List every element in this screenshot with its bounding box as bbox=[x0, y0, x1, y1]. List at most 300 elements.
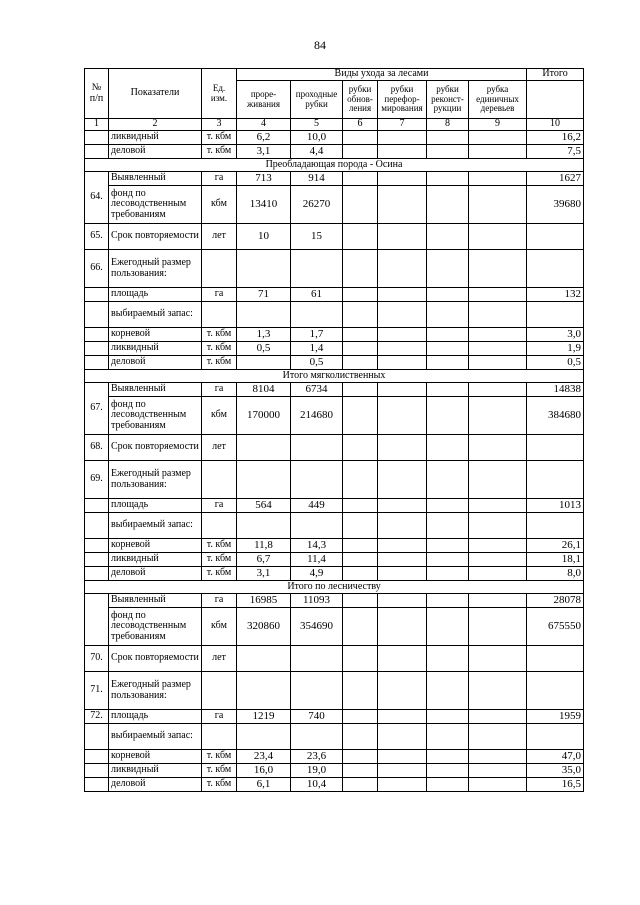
value-passage: 449 bbox=[291, 499, 343, 513]
value-total: 675550 bbox=[527, 608, 584, 646]
header-type-reformation: рубки перефор-мирования bbox=[378, 81, 427, 119]
value-reconstruction bbox=[427, 461, 469, 499]
row-label: Выявленный bbox=[109, 383, 202, 397]
value-renewal bbox=[343, 539, 378, 553]
value-reconstruction bbox=[427, 750, 469, 764]
value-reformation bbox=[378, 288, 427, 302]
row-label: Выявленный bbox=[109, 594, 202, 608]
value-passage: 354690 bbox=[291, 608, 343, 646]
table-row bbox=[85, 567, 584, 581]
value-single-trees bbox=[469, 250, 527, 288]
row-number: 64. bbox=[85, 172, 109, 224]
value-total: 1013 bbox=[527, 499, 584, 513]
value-reformation bbox=[378, 764, 427, 778]
row-label: ликвидный bbox=[109, 764, 202, 778]
row-unit bbox=[202, 302, 237, 328]
row-number bbox=[85, 567, 109, 581]
table-row bbox=[85, 383, 584, 397]
value-renewal bbox=[343, 750, 378, 764]
value-passage: 740 bbox=[291, 710, 343, 724]
value-passage: 10,0 bbox=[291, 131, 343, 145]
value-reformation bbox=[378, 145, 427, 159]
value-thinning: 1219 bbox=[237, 710, 291, 724]
value-reconstruction bbox=[427, 672, 469, 710]
value-reformation bbox=[378, 567, 427, 581]
header-indicators: Показатели bbox=[109, 69, 202, 119]
value-total bbox=[527, 435, 584, 461]
value-renewal bbox=[343, 328, 378, 342]
section-title: Преобладающая порода - Осина bbox=[85, 159, 584, 172]
column-number: 9 bbox=[469, 119, 527, 131]
value-renewal bbox=[343, 594, 378, 608]
value-reconstruction bbox=[427, 594, 469, 608]
value-renewal bbox=[343, 778, 378, 792]
row-number bbox=[85, 539, 109, 553]
value-single-trees bbox=[469, 288, 527, 302]
value-reconstruction bbox=[427, 724, 469, 750]
value-reconstruction bbox=[427, 710, 469, 724]
value-renewal bbox=[343, 724, 378, 750]
value-thinning bbox=[237, 250, 291, 288]
header-group-title: Виды ухода за лесами bbox=[237, 69, 527, 81]
value-passage: 1,4 bbox=[291, 342, 343, 356]
value-total bbox=[527, 302, 584, 328]
row-label: деловой bbox=[109, 567, 202, 581]
table-row bbox=[85, 435, 584, 461]
row-number bbox=[85, 513, 109, 539]
value-passage bbox=[291, 724, 343, 750]
row-label: площадь bbox=[109, 288, 202, 302]
value-passage bbox=[291, 513, 343, 539]
row-label: Срок повторяемости bbox=[109, 224, 202, 250]
value-single-trees bbox=[469, 513, 527, 539]
value-total bbox=[527, 646, 584, 672]
row-number: 70. bbox=[85, 646, 109, 672]
row-label: Ежегодный размер пользования: bbox=[109, 461, 202, 499]
value-thinning bbox=[237, 646, 291, 672]
row-label: корневой bbox=[109, 539, 202, 553]
value-reformation bbox=[378, 302, 427, 328]
value-reformation bbox=[378, 672, 427, 710]
value-renewal bbox=[343, 224, 378, 250]
row-unit: га bbox=[202, 288, 237, 302]
value-single-trees bbox=[469, 186, 527, 224]
value-total: 16,2 bbox=[527, 131, 584, 145]
row-unit: т. кбм bbox=[202, 553, 237, 567]
value-single-trees bbox=[469, 553, 527, 567]
row-unit: т. кбм bbox=[202, 342, 237, 356]
value-renewal bbox=[343, 710, 378, 724]
row-unit: т. кбм bbox=[202, 567, 237, 581]
value-single-trees bbox=[469, 750, 527, 764]
value-reformation bbox=[378, 499, 427, 513]
section-title: Итого по лесничеству bbox=[85, 581, 584, 594]
value-total: 1627 bbox=[527, 172, 584, 186]
value-single-trees bbox=[469, 539, 527, 553]
value-reconstruction bbox=[427, 646, 469, 672]
value-reformation bbox=[378, 224, 427, 250]
header-num: № п/п bbox=[85, 69, 109, 119]
value-reconstruction bbox=[427, 224, 469, 250]
value-total: 35,0 bbox=[527, 764, 584, 778]
value-passage: 26270 bbox=[291, 186, 343, 224]
row-label: Ежегодный размер пользования: bbox=[109, 250, 202, 288]
value-renewal bbox=[343, 567, 378, 581]
value-renewal bbox=[343, 288, 378, 302]
table-row bbox=[85, 710, 584, 724]
value-reconstruction bbox=[427, 328, 469, 342]
row-unit: т. кбм bbox=[202, 750, 237, 764]
value-thinning: 71 bbox=[237, 288, 291, 302]
value-single-trees bbox=[469, 499, 527, 513]
value-reconstruction bbox=[427, 288, 469, 302]
row-unit: га bbox=[202, 172, 237, 186]
section-row bbox=[85, 159, 584, 172]
value-passage bbox=[291, 250, 343, 288]
value-renewal bbox=[343, 356, 378, 370]
value-single-trees bbox=[469, 383, 527, 397]
value-thinning: 6,1 bbox=[237, 778, 291, 792]
value-reformation bbox=[378, 342, 427, 356]
value-total: 47,0 bbox=[527, 750, 584, 764]
table-row bbox=[85, 764, 584, 778]
section-row bbox=[85, 370, 584, 383]
value-reformation bbox=[378, 186, 427, 224]
table-row bbox=[85, 499, 584, 513]
row-unit: лет bbox=[202, 224, 237, 250]
row-unit bbox=[202, 250, 237, 288]
value-single-trees bbox=[469, 131, 527, 145]
value-thinning: 16,0 bbox=[237, 764, 291, 778]
value-thinning: 0,5 bbox=[237, 342, 291, 356]
value-thinning bbox=[237, 302, 291, 328]
value-thinning bbox=[237, 513, 291, 539]
header-unit: Ед. изм. bbox=[202, 69, 237, 119]
header-total-empty bbox=[527, 81, 584, 119]
value-reconstruction bbox=[427, 553, 469, 567]
value-reconstruction bbox=[427, 383, 469, 397]
column-number: 8 bbox=[427, 119, 469, 131]
value-passage: 914 bbox=[291, 172, 343, 186]
value-reformation bbox=[378, 383, 427, 397]
row-number bbox=[85, 594, 109, 646]
value-thinning: 713 bbox=[237, 172, 291, 186]
row-number bbox=[85, 778, 109, 792]
table-row bbox=[85, 356, 584, 370]
row-number bbox=[85, 356, 109, 370]
header-type-reconstruction: рубки реконст-рукции bbox=[427, 81, 469, 119]
row-number bbox=[85, 750, 109, 764]
value-reformation bbox=[378, 250, 427, 288]
value-total: 14838 bbox=[527, 383, 584, 397]
row-number: 65. bbox=[85, 224, 109, 250]
row-label: фонд по лесоводственным требованиям bbox=[109, 397, 202, 435]
row-number: 67. bbox=[85, 383, 109, 435]
value-single-trees bbox=[469, 356, 527, 370]
value-passage: 4,9 bbox=[291, 567, 343, 581]
value-renewal bbox=[343, 383, 378, 397]
table-header bbox=[85, 69, 584, 131]
row-unit: га bbox=[202, 594, 237, 608]
row-label: выбираемый запас: bbox=[109, 724, 202, 750]
value-single-trees bbox=[469, 710, 527, 724]
row-unit: т. кбм bbox=[202, 356, 237, 370]
value-renewal bbox=[343, 145, 378, 159]
row-unit bbox=[202, 672, 237, 710]
value-reconstruction bbox=[427, 356, 469, 370]
value-renewal bbox=[343, 553, 378, 567]
value-reformation bbox=[378, 356, 427, 370]
table-row bbox=[85, 513, 584, 539]
row-label: выбираемый запас: bbox=[109, 302, 202, 328]
row-unit: лет bbox=[202, 435, 237, 461]
value-reformation bbox=[378, 594, 427, 608]
value-reformation bbox=[378, 461, 427, 499]
value-reformation bbox=[378, 646, 427, 672]
page-number: 84 bbox=[314, 38, 326, 52]
value-single-trees bbox=[469, 461, 527, 499]
value-total: 7,5 bbox=[527, 145, 584, 159]
value-thinning: 11,8 bbox=[237, 539, 291, 553]
row-unit: кбм bbox=[202, 186, 237, 224]
value-reformation bbox=[378, 608, 427, 646]
value-reformation bbox=[378, 710, 427, 724]
value-reformation bbox=[378, 778, 427, 792]
value-total: 39680 bbox=[527, 186, 584, 224]
value-single-trees bbox=[469, 172, 527, 186]
value-single-trees bbox=[469, 397, 527, 435]
value-total bbox=[527, 724, 584, 750]
header-total: Итого bbox=[527, 69, 584, 81]
row-number bbox=[85, 499, 109, 513]
value-reconstruction bbox=[427, 567, 469, 581]
value-single-trees bbox=[469, 764, 527, 778]
row-label: фонд по лесоводственным требованиям bbox=[109, 608, 202, 646]
value-renewal bbox=[343, 302, 378, 328]
table-row bbox=[85, 250, 584, 288]
value-total: 16,5 bbox=[527, 778, 584, 792]
value-reformation bbox=[378, 172, 427, 186]
value-reconstruction bbox=[427, 435, 469, 461]
value-single-trees bbox=[469, 328, 527, 342]
header-type-renewal: рубки обнов-ления bbox=[343, 81, 378, 119]
section-row bbox=[85, 581, 584, 594]
value-passage: 15 bbox=[291, 224, 343, 250]
row-number bbox=[85, 131, 109, 145]
table-row bbox=[85, 594, 584, 608]
value-renewal bbox=[343, 646, 378, 672]
value-reconstruction bbox=[427, 172, 469, 186]
value-thinning bbox=[237, 435, 291, 461]
header-type-passage: проходные рубки bbox=[291, 81, 343, 119]
row-unit bbox=[202, 461, 237, 499]
table-row bbox=[85, 302, 584, 328]
value-renewal bbox=[343, 608, 378, 646]
row-number bbox=[85, 145, 109, 159]
row-unit: т. кбм bbox=[202, 145, 237, 159]
row-unit: га bbox=[202, 383, 237, 397]
table-row bbox=[85, 672, 584, 710]
value-renewal bbox=[343, 513, 378, 539]
column-number: 1 bbox=[85, 119, 109, 131]
table-row bbox=[85, 397, 584, 435]
row-label: Срок повторяемости bbox=[109, 646, 202, 672]
value-renewal bbox=[343, 397, 378, 435]
value-thinning: 564 bbox=[237, 499, 291, 513]
value-thinning: 3,1 bbox=[237, 145, 291, 159]
value-reconstruction bbox=[427, 499, 469, 513]
row-label: Выявленный bbox=[109, 172, 202, 186]
value-total: 384680 bbox=[527, 397, 584, 435]
table-row bbox=[85, 288, 584, 302]
header-type-thinning: проре-живания bbox=[237, 81, 291, 119]
value-passage: 4,4 bbox=[291, 145, 343, 159]
table-row bbox=[85, 553, 584, 567]
value-total: 3,0 bbox=[527, 328, 584, 342]
row-unit: т. кбм bbox=[202, 539, 237, 553]
value-thinning: 6,7 bbox=[237, 553, 291, 567]
row-unit: лет bbox=[202, 646, 237, 672]
value-total: 1959 bbox=[527, 710, 584, 724]
row-unit: кбм bbox=[202, 397, 237, 435]
value-single-trees bbox=[469, 672, 527, 710]
value-passage: 23,6 bbox=[291, 750, 343, 764]
table-row bbox=[85, 724, 584, 750]
value-renewal bbox=[343, 250, 378, 288]
value-passage: 61 bbox=[291, 288, 343, 302]
value-passage: 10,4 bbox=[291, 778, 343, 792]
value-thinning: 6,2 bbox=[237, 131, 291, 145]
value-reconstruction bbox=[427, 342, 469, 356]
row-label: выбираемый запас: bbox=[109, 513, 202, 539]
value-single-trees bbox=[469, 145, 527, 159]
value-total: 8,0 bbox=[527, 567, 584, 581]
table-row bbox=[85, 328, 584, 342]
value-reformation bbox=[378, 750, 427, 764]
value-renewal bbox=[343, 342, 378, 356]
value-thinning: 13410 bbox=[237, 186, 291, 224]
row-number: 68. bbox=[85, 435, 109, 461]
value-reconstruction bbox=[427, 397, 469, 435]
row-number bbox=[85, 724, 109, 750]
value-reformation bbox=[378, 553, 427, 567]
value-renewal bbox=[343, 131, 378, 145]
value-passage: 6734 bbox=[291, 383, 343, 397]
value-total bbox=[527, 513, 584, 539]
value-total: 0,5 bbox=[527, 356, 584, 370]
header-type-single-trees: рубка единичных деревьев bbox=[469, 81, 527, 119]
value-reformation bbox=[378, 513, 427, 539]
value-passage bbox=[291, 435, 343, 461]
table-row bbox=[85, 461, 584, 499]
value-passage bbox=[291, 461, 343, 499]
row-label: площадь bbox=[109, 710, 202, 724]
value-thinning bbox=[237, 461, 291, 499]
value-reconstruction bbox=[427, 145, 469, 159]
row-unit bbox=[202, 724, 237, 750]
value-renewal bbox=[343, 186, 378, 224]
value-reformation bbox=[378, 724, 427, 750]
section-title: Итого мягколиственных bbox=[85, 370, 584, 383]
row-unit bbox=[202, 513, 237, 539]
value-passage: 214680 bbox=[291, 397, 343, 435]
value-reconstruction bbox=[427, 131, 469, 145]
row-label: Срок повторяемости bbox=[109, 435, 202, 461]
value-reformation bbox=[378, 131, 427, 145]
table-body bbox=[85, 131, 584, 792]
value-total: 1,9 bbox=[527, 342, 584, 356]
row-label: деловой bbox=[109, 356, 202, 370]
value-total: 26,1 bbox=[527, 539, 584, 553]
value-passage bbox=[291, 672, 343, 710]
table-row bbox=[85, 646, 584, 672]
value-total bbox=[527, 224, 584, 250]
value-thinning: 320860 bbox=[237, 608, 291, 646]
row-number bbox=[85, 288, 109, 302]
value-single-trees bbox=[469, 724, 527, 750]
forest-care-table bbox=[84, 68, 584, 792]
row-label: Ежегодный размер пользования: bbox=[109, 672, 202, 710]
value-thinning: 1,3 bbox=[237, 328, 291, 342]
value-reformation bbox=[378, 539, 427, 553]
table-row bbox=[85, 186, 584, 224]
row-number: 71. bbox=[85, 672, 109, 710]
value-renewal bbox=[343, 764, 378, 778]
value-renewal bbox=[343, 461, 378, 499]
value-reconstruction bbox=[427, 764, 469, 778]
table-row bbox=[85, 145, 584, 159]
row-number bbox=[85, 328, 109, 342]
value-total: 28078 bbox=[527, 594, 584, 608]
value-single-trees bbox=[469, 342, 527, 356]
value-renewal bbox=[343, 499, 378, 513]
table-row bbox=[85, 750, 584, 764]
value-reformation bbox=[378, 328, 427, 342]
row-number bbox=[85, 764, 109, 778]
column-number: 5 bbox=[291, 119, 343, 131]
value-single-trees bbox=[469, 224, 527, 250]
value-total bbox=[527, 461, 584, 499]
table-row bbox=[85, 342, 584, 356]
value-total: 132 bbox=[527, 288, 584, 302]
column-number: 2 bbox=[109, 119, 202, 131]
table-row bbox=[85, 539, 584, 553]
value-renewal bbox=[343, 435, 378, 461]
value-total: 18,1 bbox=[527, 553, 584, 567]
value-reconstruction bbox=[427, 513, 469, 539]
value-passage bbox=[291, 302, 343, 328]
value-reconstruction bbox=[427, 608, 469, 646]
value-passage: 19,0 bbox=[291, 764, 343, 778]
value-passage: 14,3 bbox=[291, 539, 343, 553]
value-thinning bbox=[237, 672, 291, 710]
value-thinning: 3,1 bbox=[237, 567, 291, 581]
value-passage bbox=[291, 646, 343, 672]
value-renewal bbox=[343, 172, 378, 186]
row-number: 66. bbox=[85, 250, 109, 288]
value-thinning: 23,4 bbox=[237, 750, 291, 764]
value-single-trees bbox=[469, 778, 527, 792]
row-number bbox=[85, 342, 109, 356]
table-row bbox=[85, 224, 584, 250]
value-passage: 11,4 bbox=[291, 553, 343, 567]
value-reformation bbox=[378, 435, 427, 461]
value-thinning: 170000 bbox=[237, 397, 291, 435]
value-single-trees bbox=[469, 646, 527, 672]
value-thinning: 16985 bbox=[237, 594, 291, 608]
table-row bbox=[85, 131, 584, 145]
row-unit: га bbox=[202, 499, 237, 513]
